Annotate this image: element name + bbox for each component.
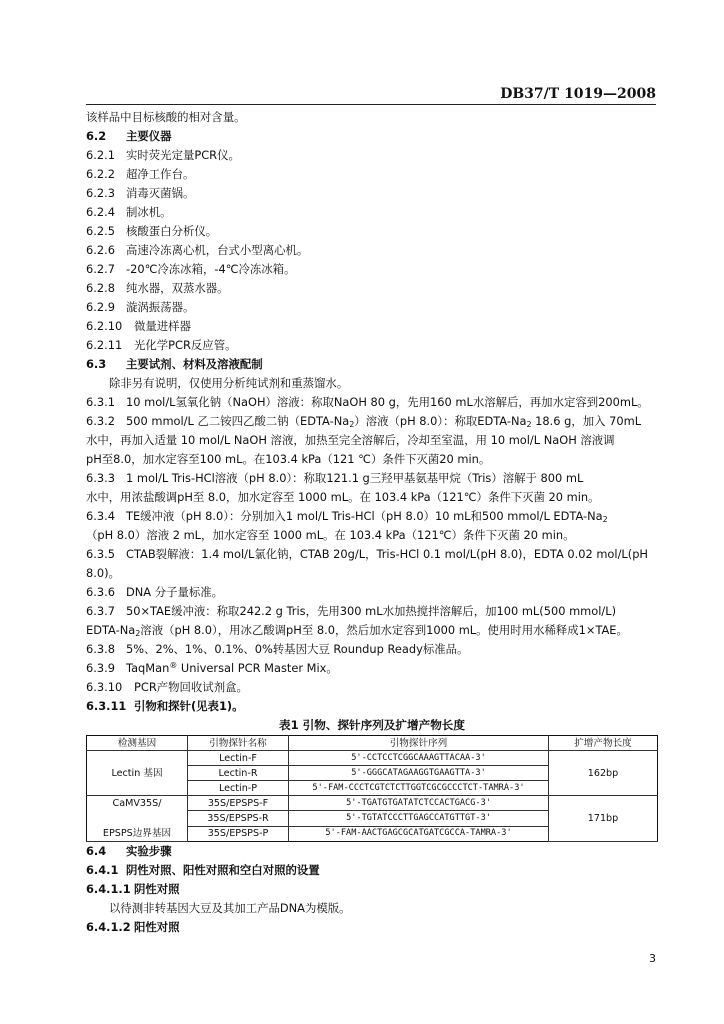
clause-number: 6.3.6: [86, 585, 115, 599]
text-line: [86, 279, 658, 298]
clause-number: 6.2.3: [86, 186, 115, 200]
clause-text: 核酸蛋白分析仪。: [126, 224, 218, 238]
text-line: [86, 526, 658, 545]
clause-number: 6.3: [86, 357, 107, 371]
cell-gene-35s: [87, 796, 188, 842]
clause-number: 6.3.11: [86, 699, 127, 713]
clause-text: DNA 分子量标准。: [126, 585, 224, 599]
clause-text: 高速冷冻离心机，台式小型离心机。: [126, 243, 309, 257]
text-section-bottom: [86, 842, 658, 937]
cell-primer-name: 35S/EPSPS-P: [188, 826, 289, 841]
clause-number: 6.4: [86, 844, 107, 858]
cell-sequence: 5'-GGGCATAGAAGGTGAAGTTA-3': [289, 766, 549, 781]
clause-number: 6.2.11: [86, 338, 123, 352]
clause-text: 纯水器，双蒸水器。: [126, 281, 229, 295]
clause-number: 6.2.1: [86, 148, 115, 162]
clause-text: 漩涡振荡器。: [126, 300, 195, 314]
clause-number: 6.2.4: [86, 205, 115, 219]
clause-text: 10 mol/L氢氧化钠（NaOH）溶液：称取NaOH 80 g，先用160 mL水溶解后，再加水定容到200mL。: [126, 395, 649, 409]
text-line: [86, 412, 658, 431]
table-row: [87, 796, 658, 811]
clause-number: 6.3.2: [86, 414, 115, 428]
th-name: 引物探针名称: [188, 736, 289, 751]
clause-number: 6.3.5: [86, 547, 115, 561]
text-line: [86, 545, 658, 564]
text-line: [86, 260, 658, 279]
clause-text: 水中，再加入适量 10 mol/L NaOH 溶液，加热至完全溶解后，冷却至室温，用 10 mol/L NaOH 溶液调: [86, 433, 615, 447]
clause-text: 微量进样器: [134, 319, 191, 333]
gene-line-1: CaMV35S/: [112, 798, 162, 809]
primer-table: [86, 735, 658, 842]
text-section-top: [86, 108, 658, 716]
cell-primer-name: Lectin-F: [188, 751, 289, 766]
cell-sequence: 5'-TGATGTGATATCTCCACTGACG-3': [289, 796, 549, 811]
cell-length-35s: 171bp: [549, 796, 658, 842]
text-line: [86, 469, 658, 488]
clause-number: 6.3.3: [86, 471, 115, 485]
clause-number: 6.2.2: [86, 167, 115, 181]
th-length: 扩增产物长度: [549, 736, 658, 751]
clause-number: 6.2: [86, 129, 107, 143]
th-gene: 检测基因: [87, 736, 188, 751]
clause-number: 6.3.9: [86, 661, 115, 675]
gene-line-2: EPSPS边界基因: [102, 828, 172, 839]
text-line: [86, 918, 658, 937]
clause-text: 引物和探针(见表1)。: [134, 699, 244, 713]
subscript: 2: [135, 629, 141, 638]
clause-number: 6.3.10: [86, 680, 123, 694]
clause-text: -20℃冷冻冰箱，-4℃冷冻冰箱。: [126, 262, 296, 276]
cell-gene-lectin: Lectin 基因: [87, 751, 188, 796]
text-line: [86, 431, 658, 450]
clause-text: 50×TAE缓冲液：称取242.2 g Tris，先用300 mL水加热搅拌溶解后，加100 mL(500 mmol/L): [126, 604, 617, 618]
clause-text: 制冰机。: [126, 205, 172, 219]
standard-code: DB37/T 1019—2008: [500, 86, 656, 102]
superscript: ®: [169, 661, 178, 670]
text-line: [86, 222, 658, 241]
clause-text: 水中，用浓盐酸调pH至 8.0，加水定容至 1000 mL。在 103.4 kPa（121℃）条件下灭菌 20 min。: [86, 490, 600, 504]
text-line: [86, 899, 658, 918]
text-line: [86, 678, 658, 697]
table-header-row: [87, 736, 658, 751]
clause-text: 500 mmol/L 乙二铵四乙酸二钠（EDTA-Na: [126, 414, 350, 428]
text-line: [86, 488, 658, 507]
text-line: [86, 127, 658, 146]
clause-text: 阳性对照: [134, 920, 180, 934]
text-line: [86, 165, 658, 184]
clause-number: 6.3.4: [86, 509, 115, 523]
table-title: 表1 引物、探针序列及扩增产物长度: [278, 718, 465, 732]
text-line: [86, 697, 658, 716]
text-line: [86, 336, 658, 355]
cell-length-lectin: 162bp: [549, 751, 658, 796]
clause-number: 6.2.9: [86, 300, 115, 314]
cell-sequence: 5'-TGTATCCCTTGAGCCATGTTGT-3': [289, 811, 549, 826]
clause-text: PCR产物回收试剂盒。: [134, 680, 248, 694]
table-row: [87, 751, 658, 766]
cell-primer-name: 35S/EPSPS-R: [188, 811, 289, 826]
text-line: [86, 298, 658, 317]
clause-text: pH至8.0，加水定容至100 mL。在103.4 kPa（121 ℃）条件下灭菌20 min。: [86, 452, 491, 466]
clause-number: 6.2.8: [86, 281, 115, 295]
clause-number: 6.3.7: [86, 604, 115, 618]
clause-text: ）溶液（pH 8.0）：称取EDTA-Na: [354, 414, 527, 428]
clause-text: 消毒灭菌锅。: [126, 186, 195, 200]
clause-text: TE缓冲液（pH 8.0）：分别加入1 mol/L Tris-HCl（pH 8.0）10 mL和500 mmol/L EDTA-Na: [126, 509, 603, 523]
clause-text: 主要试剂、材料及溶液配制: [126, 357, 263, 371]
text-line: [86, 374, 658, 393]
text-line: [86, 507, 658, 526]
clause-number: 6.4.1.1: [86, 882, 131, 896]
clause-text: 18.6 g，加入 70mL: [531, 414, 642, 428]
clause-text: 该样品中目标核酸的相对含量。: [86, 110, 246, 124]
cell-sequence: 5'-FAM-AACTGAGCGCATGATCGCCA-TAMRA-3': [289, 826, 549, 841]
clause-number: 6.2.10: [86, 319, 123, 333]
page-number: 3: [649, 952, 656, 965]
text-line: [86, 842, 658, 861]
clause-text: EDTA-Na: [86, 623, 136, 637]
clause-text: 实验步骤: [126, 844, 172, 858]
clause-number: 6.2.7: [86, 262, 115, 276]
text-line: [86, 602, 658, 621]
clause-text: 光化学PCR反应管。: [134, 338, 237, 352]
cell-primer-name: Lectin-P: [188, 781, 289, 796]
cell-primer-name: 35S/EPSPS-F: [188, 796, 289, 811]
clause-text: 以待测非转基因大豆及其加工产品DNA为模版。: [109, 901, 351, 915]
text-line: [86, 564, 658, 583]
text-line: [86, 861, 658, 880]
text-line: [86, 241, 658, 260]
text-line: [86, 450, 658, 469]
clause-text: 5%、2%、1%、0.1%、0%转基因大豆 Roundup Ready标准品。: [126, 642, 469, 656]
body-text: [86, 108, 658, 937]
text-line: [86, 393, 658, 412]
subscript: 2: [349, 420, 355, 429]
text-line: [86, 184, 658, 203]
text-line: [86, 640, 658, 659]
clause-text: 除非另有说明，仅使用分析纯试剂和重蒸馏水。: [109, 376, 349, 390]
text-line: [86, 108, 658, 127]
clause-text: 1 mol/L Tris-HCl溶液（pH 8.0）：称取121.1 g三羟甲基氨基甲烷（Tris）溶解于 800 mL: [126, 471, 584, 485]
clause-text: 8.0)。: [86, 566, 120, 580]
text-line: [86, 355, 658, 374]
th-sequence: 引物探针序列: [289, 736, 549, 751]
clause-text: 主要仪器: [126, 129, 172, 143]
clause-text: Universal PCR Master Mix。: [177, 661, 338, 675]
cell-sequence: 5'-FAM-CCCTCGTCTCTTGGTCGCGCCCTCT-TAMRA-3': [289, 781, 549, 796]
clause-number: 6.3.8: [86, 642, 115, 656]
clause-text: CTAB裂解液：1.4 mol/L氯化钠，CTAB 20g/L，Tris-HCl 0.1 mol/L(pH 8.0)，EDTA 0.02 mol/L(pH: [126, 547, 648, 561]
text-line: [86, 659, 658, 678]
text-line: [86, 583, 658, 602]
clause-text: （pH 8.0）溶液 2 mL，加水定容至 1000 mL。在 103.4 kPa（121℃）条件下灭菌 20 min。: [86, 528, 575, 542]
cell-primer-name: Lectin-R: [188, 766, 289, 781]
subscript: 2: [526, 420, 532, 429]
clause-number: 6.4.1: [86, 863, 119, 877]
subscript: 2: [602, 515, 608, 524]
clause-text: 溶液（pH 8.0），用冰乙酸调pH至 8.0，然后加水定容到1000 mL。使用时用水稀释成1×TAE。: [140, 623, 628, 637]
clause-text: TaqMan: [126, 661, 170, 675]
text-line: [86, 317, 658, 336]
text-line: [86, 880, 658, 899]
clause-number: 6.4.1.2: [86, 920, 131, 934]
text-line: [86, 146, 658, 165]
clause-text: 阴性对照: [134, 882, 180, 896]
clause-number: 6.2.5: [86, 224, 115, 238]
clause-text: 超净工作台。: [126, 167, 195, 181]
clause-text: 实时荧光定量PCR仪。: [126, 148, 240, 162]
text-line: [86, 203, 658, 222]
text-line: [86, 621, 658, 640]
clause-text: 阴性对照、阳性对照和空白对照的设置: [126, 863, 320, 877]
cell-sequence: 5'-CCTCCTCGGCAAAGTTACAA-3': [289, 751, 549, 766]
clause-number: 6.2.6: [86, 243, 115, 257]
clause-number: 6.3.1: [86, 395, 115, 409]
header-rule: [86, 104, 656, 105]
